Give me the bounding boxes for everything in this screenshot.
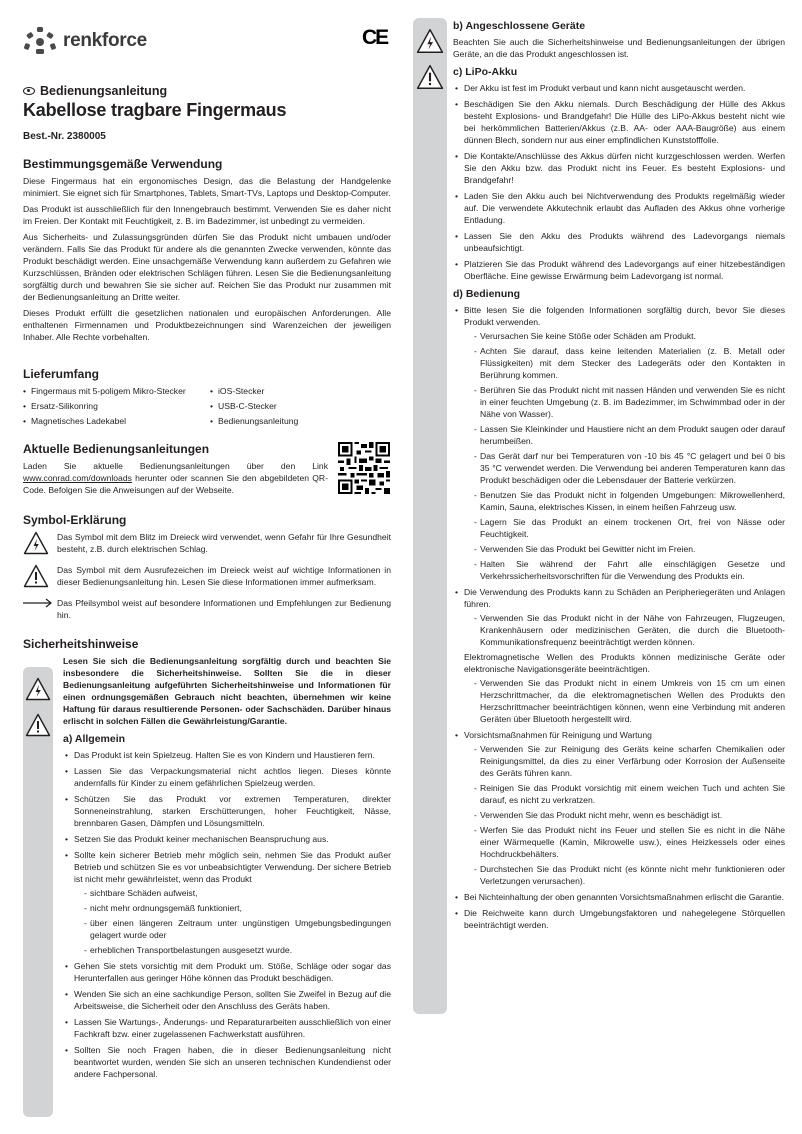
list-item: - nicht mehr ordnungsgemäß funktioniert,: [74, 902, 391, 914]
list-item: - Halten Sie während der Fahrt alle einschlägigen Gesetze und Verkehrssicherheitsvorschriften für die Verwendung des Produkts ein.: [464, 558, 785, 582]
manual-label: [23, 85, 167, 97]
symbol-row-exclamation: [23, 564, 391, 591]
list-item: - Lagern Sie das Produkt an einem trockenen Ort, frei von Nässe oder Feuchtigkeit.: [464, 516, 785, 540]
list-item: - Lassen Sie Kleinkinder und Haustiere nicht an dem Produkt saugen oder darauf herumbeißen.: [464, 423, 785, 447]
list-item: - Verwenden Sie das Produkt nicht in der Nähe von Fahrzeugen, Flugzeugen, Krankenhäusern oder medizinischen Geräten, die durch die Bluetooth-Kommunikationsfrequenz beeinträchtigt werden können.: [464, 612, 785, 648]
list-item: • Sollte kein sicherer Betrieb mehr möglich sein, nehmen Sie das Produkt außer Betrieb und schützen Sie es vor unbeabsichtigter Verwendung. Der sichere Betrieb ist nicht mehr gewährleistet, wenn das Produkt - sichtbare Schäden aufweist, - nicht mehr ordnungsgemäß funktioniert, - über einen längeren Zeitraum unter ungünstigen Umgebungsbedingungen gelagert wurde oder - erheblichen Transportbelastungen ausgesetzt wurde.: [63, 849, 391, 956]
safety-heading: Sicherheitshinweise: [23, 637, 139, 651]
page-title: Kabellose tragbare Fingermaus: [23, 100, 287, 120]
list-item: - Durchstechen Sie das Produkt nicht (es könnte nicht mehr funktionieren oder Verletzungen verursachen).: [464, 863, 785, 887]
list-item: - erheblichen Transportbelastungen ausgesetzt wurde.: [74, 944, 391, 956]
delivery-item: • iOS-Stecker: [210, 385, 391, 397]
right-content: [453, 20, 785, 935]
list-item: • Lassen Sie Wartungs-, Änderungs- und Reparaturarbeiten ausschließlich von einer Fachkraft bzw. einer zugelassenen Fachwerkstatt ausführen.: [63, 1016, 391, 1040]
delivery-item: • Bedienungsanleitung: [210, 415, 391, 427]
symbols-section: [23, 513, 391, 627]
current-manuals-text: Laden Sie aktuelle Bedienungsanleitungen über den Link www.conrad.com/downloads herunter oder scannen Sie den abgebildeten QR-Code. Befolgen Sie die Anweisungen auf der Webseite.: [23, 461, 328, 495]
intended-use-paragraph: Das Produkt ist ausschließlich für den Innengebrauch bestimmt. Verwenden Sie es daher nicht im Freien. Der Kontakt mit Feuchtigkeit, z. B. im Badezimmer, ist unbedingt zu vermeiden.: [23, 204, 391, 226]
delivery-item: • Magnetisches Ladekabel: [23, 415, 210, 427]
list-item: - über einen längeren Zeitraum unter ungünstigen Umgebungsbedingungen gelagert wurde oder: [74, 917, 391, 941]
intended-use-section: [23, 157, 391, 347]
delivery-list: [23, 385, 391, 427]
list-item: - Verwenden Sie das Produkt nicht in einem Umkreis von 15 cm um einen Herzschrittmacher, da die elektromagnetischen Wellen des Produkts den Herzschrittmacher beeinträchtigen können, wenn eine Verbindung mit anderen Geräten über Bluetooth hergestellt wird.: [464, 677, 785, 725]
connected-devices-heading: b) Angeschlossene Geräte: [453, 20, 586, 32]
general-sublist: [74, 887, 391, 956]
symbols-heading: Symbol-Erklärung: [23, 513, 127, 527]
lightning-warning-icon: [25, 677, 51, 701]
exclamation-warning-icon: [416, 64, 444, 90]
brand-name: renkforce: [63, 30, 147, 51]
general-list: [63, 749, 391, 1080]
operation-sublist: [464, 330, 785, 582]
list-item: • Die Reichweite kann durch Umgebungsfaktoren und nahegelegene Störquellen beeinträchtigt werden.: [453, 907, 785, 931]
list-item: • Bei Nichteinhaltung der oben genannten Vorsichtsmaßnahmen erlischt die Garantie.: [453, 891, 785, 903]
list-item: - Werfen Sie das Produkt nicht ins Feuer und stellen Sie es nicht in die Nähe einer Wärmequelle (Kamin, Mikrowelle usw.), eines Heizkessels oder eines Hochdruckbehälters.: [464, 824, 785, 860]
delivery-item: • Fingermaus mit 5-poligem Mikro-Stecker: [23, 385, 210, 397]
manual-label-text: Bedienungsanleitung: [40, 84, 168, 98]
list-item: • Lassen Sie das Verpackungsmaterial nicht achtlos liegen. Dieses könnte andernfalls für Kinder zu einem gefährlichen Spielzeug werden.: [63, 765, 391, 789]
lipo-list: [453, 82, 785, 282]
em-sublist: [464, 677, 785, 725]
care-sublist: [464, 743, 785, 887]
lightning-warning-icon: [23, 531, 49, 555]
peripheral-sublist: [464, 612, 785, 648]
list-item: - sichtbare Schäden aufweist,: [74, 887, 391, 899]
brand-logo: [23, 26, 147, 56]
list-item: • Platzieren Sie das Produkt während des Ladevorgangs auf einer hitzebeständigen Oberfläche. Eine gewisse Erwärmung beim Ladevorgang ist normal.: [453, 258, 785, 282]
symbol-text: Das Symbol mit dem Ausrufezeichen im Dreieck weist auf wichtige Informationen in dieser Bedienungsanleitung hin. Lesen Sie diese Informationen immer aufmerksam.: [57, 565, 391, 587]
list-item: - Das Gerät darf nur bei Temperaturen von -10 bis 45 °C gelagert und bei 0 bis 35 °C verwendet werden. Die Verwendung bei anderen Temperaturen kann das Produkt beschädigen oder die Lebensdauer der Batterie verkürzen.: [464, 450, 785, 486]
right-sidebar-bar: [413, 18, 447, 1014]
list-item: • Sollten Sie noch Fragen haben, die in dieser Bedienungsanleitung nicht beantwortet wurden, wenden Sie sich an unseren technischen Kundendienst oder andere Fachpersonal.: [63, 1044, 391, 1080]
symbol-row-arrow: [23, 597, 391, 621]
list-item: - Verursachen Sie keine Stöße oder Schäden am Produkt.: [464, 330, 785, 342]
list-item: - Berühren Sie das Produkt nicht mit nassen Händen und verwenden Sie es nicht in einer feuchten Umgebung (z. B. im Badezimmer, im Schwimmbad oder in der Nähe von Wasser).: [464, 384, 785, 420]
arrow-right-icon: [23, 597, 53, 609]
intended-use-paragraph: Dieses Produkt erfüllt die gesetzlichen nationalen und europäischen Anforderungen. Alle enthaltenen Firmennamen und Produktbezeichnungen sind Warenzeichen der jeweiligen Inhaber. Alle Rechte vorbehalten.: [23, 308, 391, 342]
safety-section: [23, 637, 391, 1084]
list-item: - Verwenden Sie das Produkt bei Gewitter nicht im Freien.: [464, 543, 785, 555]
list-item: • Wenden Sie sich an eine sachkundige Person, sollten Sie Zweifel in Bezug auf die Arbeitsweise, die Sicherheit oder den Anschluss des Geräts haben.: [63, 988, 391, 1012]
lipo-heading: c) LiPo-Akku: [453, 66, 518, 78]
connected-devices-text: Beachten Sie auch die Sicherheitshinweise und Bedienungsanleitungen der übrigen Geräte, an die das Produkt angeschlossen ist.: [453, 37, 785, 59]
list-item: • Die Verwendung des Produkts kann zu Schäden an Peripheriegeräten und Anlagen führen. - Verwenden Sie das Produkt nicht in der Nähe von Fahrzeugen, Flugzeugen, Krankenhäusern oder medizinischen Geräten, die durch die Bluetooth-Kommunikationsfrequenz beeinträchtigt werden können. Elektromagnetische Wellen des Produkts können medizinische Geräte oder elektronische Navigationsgeräte beeinträchtigen. - Verwenden Sie das Produkt nicht in einem Umkreis von 15 cm um einen Herzschrittmacher, da die elektromagnetischen Wellen des Produkts den Herzschrittmacher beeinträchtigen können, wenn eine Verbindung mit anderen Geräten über Bluetooth hergestellt wird.: [453, 586, 785, 725]
order-number: Best.-Nr. 2380005: [23, 131, 106, 142]
list-item: • Setzen Sie das Produkt keiner mechanischen Beanspruchung aus.: [63, 833, 391, 845]
exclamation-warning-icon: [23, 564, 49, 588]
symbol-text: Das Symbol mit dem Blitz im Dreieck wird verwendet, wenn Gefahr für Ihre Gesundheit besteht, z.B. durch elektrischen Schlag.: [57, 532, 391, 554]
delivery-item: • Ersatz-Silikonring: [23, 400, 210, 412]
lightning-warning-icon: [416, 28, 444, 54]
list-item: • Bitte lesen Sie die folgenden Informationen sorgfältig durch, bevor Sie dieses Produkt verwenden. - Verursachen Sie keine Stöße oder Schäden am Produkt. - Achten Sie darauf, dass keine leitenden Materialien (z. B. Metall oder Flüssigkeiten) mit dem Stecker des Ladegeräts oder den Kontakten in Berührung kommen. - Berühren Sie das Produkt nicht mit nassen Händen und verwenden Sie es nicht in einer feuchten Umgebung (z. B. im Badezimmer, im Schwimmbad oder in der Nähe von Wasser). - Lassen Sie Kleinkinder und Haustiere nicht an dem Produkt saugen oder darauf herumbeißen. - Das Gerät darf nur bei Temperaturen von -10 bis 45 °C gelagert und bei 0 bis 35 °C verwendet werden. Die Verwendung bei anderen Temperaturen kann das Produkt beschädigen oder die Lebensdauer der Batterie verkürzen. - Benutzen Sie das Produkt nicht in folgenden Umgebungen: Mikrowellenherd, Kamin, Sauna, elektrisches Kissen, in einem heißen Fahrzeug usw. - Lagern Sie das Produkt an einem trockenen Ort, frei von Nässe oder Feuchtigkeit. - Verwenden Sie das Produkt bei Gewitter nicht im Freien. - Halten Sie während der Fahrt alle einschlägigen Gesetze und Verkehrssicherheitsvorschriften für die Verwendung des Produkts ein.: [453, 304, 785, 582]
delivery-heading: Lieferumfang: [23, 367, 100, 381]
current-manuals-section: [23, 442, 391, 500]
list-item: • Der Akku ist fest im Produkt verbaut und kann nicht ausgetauscht werden.: [453, 82, 785, 94]
operation-heading: d) Bedienung: [453, 288, 521, 300]
list-item: • Schützen Sie das Produkt vor extremen Temperaturen, direkter Sonneneinstrahlung, starken Erschütterungen, hoher Feuchtigkeit, Nässe, brennbaren Gasen, Dämpfen und Lösungsmitteln.: [63, 793, 391, 829]
exclamation-warning-icon: [25, 713, 51, 737]
general-heading: a) Allgemein: [63, 733, 126, 745]
qr-code-icon[interactable]: [338, 442, 390, 494]
list-item: - Achten Sie darauf, dass keine leitenden Materialien (z. B. Metall oder Flüssigkeiten) mit dem Stecker des Ladegeräts oder den Kontakten in Berührung kommen.: [464, 345, 785, 381]
list-item: • Laden Sie den Akku auch bei Nichtverwendung des Produkts regelmäßig wieder auf. Die verwendete Akkutechnik erlaubt das Aufladen des Akkus ohne vorherige Entladung.: [453, 190, 785, 226]
list-item: • Die Kontakte/Anschlüsse des Akkus dürfen nicht kurzgeschlossen werden. Werfen Sie den Akku bzw. das Produkt nicht ins Feuer. Es besteht Explosions- und Brandgefahr!: [453, 150, 785, 186]
list-item: - Benutzen Sie das Produkt nicht in folgenden Umgebungen: Mikrowellenherd, Kamin, Sauna, elektrisches Kissen, in einem heißen Fahrzeug usw.: [464, 489, 785, 513]
current-manuals-heading: Aktuelle Bedienungsanleitungen: [23, 442, 210, 456]
safety-intro: Lesen Sie sich die Bedienungsanleitung sorgfältig durch und beachten Sie insbesondere die Sicherheitshinweise. Sollten Sie die in dieser Bedienungsanleitung aufgeführten Sicherheitshinweise und Informationen für einen ordnungsgemäßen Gebrauch nicht beachten, übernehmen wir keine Haftung für daraus resultierende Personen- oder Sachschäden. Darüber hinaus erlischt in solchen Fällen die Gewährleistung/Garantie.: [63, 656, 391, 726]
ce-mark: CE: [362, 26, 388, 49]
delivery-item: • USB-C-Stecker: [210, 400, 391, 412]
eye-icon: [23, 87, 35, 95]
intended-use-paragraph: Aus Sicherheits- und Zulassungsgründen dürfen Sie das Produkt nicht umbauen und/oder verändern. Falls Sie das Produkt für andere als die genannten Zwecke verwenden, könnte das Produkt beschädigt werden. Eine unsachgemäße Verwendung kann außerdem zu Gefahren wie Kurzschlüssen, Bränden oder elektrischen Schlägen führen. Lesen Sie die Bedienungsanleitung sorgfältig durch und bewahren Sie sie sicher auf. Reichen Sie das Produkt nur zusammen mit der Bedienungsanleitung an Dritte weiter.: [23, 232, 391, 302]
renkforce-logo-icon: [23, 26, 57, 56]
safety-body: [23, 655, 391, 1080]
operation-list: [453, 304, 785, 931]
list-item: - Verwenden Sie das Produkt nicht mehr, wenn es beschädigt ist.: [464, 809, 785, 821]
symbol-text: Das Pfeilsymbol weist auf besondere Informationen und Empfehlungen zur Bedienung hin.: [57, 598, 391, 620]
list-item: • Beschädigen Sie den Akku niemals. Durch Beschädigung der Hülle des Akkus besteht Explosions- und Brandgefahr! Die Hülle des LiPo-Akkus besteht nicht wie bei herkömmlichen Batterien/Akkus (z.B. AA- oder AAA-Baugröße) aus einem dünnen Blech, sondern nur aus einer empfindlichen Kunststofffolie.: [453, 98, 785, 146]
list-item: • Das Produkt ist kein Spielzeug. Halten Sie es von Kindern und Haustieren fern.: [63, 749, 391, 761]
list-item: • Vorsichtsmaßnahmen für Reinigung und Wartung - Verwenden Sie zur Reinigung des Geräts keine scharfen Chemikalien oder Reinigungsmittel, da dies zu einer Verfärbung oder Korrosion der Außenseite des Geräts führen kann. - Reinigen Sie das Produkt vorsichtig mit einem weichen Tuch und achten Sie darauf, es nicht zu verkratzen. - Verwenden Sie das Produkt nicht mehr, wenn es beschädigt ist. - Werfen Sie das Produkt nicht ins Feuer und stellen Sie es nicht in die Nähe einer Wärmequelle (Kamin, Mikrowelle usw.), eines Heizkessels oder eines Hochdruckbehälters. - Durchstechen Sie das Produkt nicht (es könnte nicht mehr funktionieren oder Verletzungen verursachen).: [453, 729, 785, 887]
symbol-row-lightning: [23, 531, 391, 558]
em-text: Elektromagnetische Wellen des Produkts können medizinische Geräte oder elektronische Navigationsgeräte beeinträchtigen.: [464, 652, 785, 674]
delivery-section: [23, 367, 391, 427]
intended-use-paragraph: Diese Fingermaus hat ein ergonomisches Design, das die Belastung der Handgelenke minimiert. Sie eignet sich für Smartphones, Tablets, Smart-TVs, Laptops und Desktop-Computer.: [23, 176, 391, 198]
list-item: • Gehen Sie stets vorsichtig mit dem Produkt um. Stöße, Schläge oder sogar das Herunterfallen aus geringer Höhe können das Produkt beschädigen.: [63, 960, 391, 984]
downloads-link[interactable]: www.conrad.com/downloads: [23, 473, 132, 483]
list-item: - Verwenden Sie zur Reinigung des Geräts keine scharfen Chemikalien oder Reinigungsmittel, da dies zu einer Verfärbung oder Korrosion der Außenseite des Geräts führen kann.: [464, 743, 785, 779]
intended-use-heading: Bestimmungsgemäße Verwendung: [23, 157, 223, 171]
list-item: • Lassen Sie den Akku des Produkts während des Ladevorgangs niemals unbeaufsichtigt.: [453, 230, 785, 254]
list-item: - Reinigen Sie das Produkt vorsichtig mit einem weichen Tuch und achten Sie darauf, es nicht zu verkratzen.: [464, 782, 785, 806]
